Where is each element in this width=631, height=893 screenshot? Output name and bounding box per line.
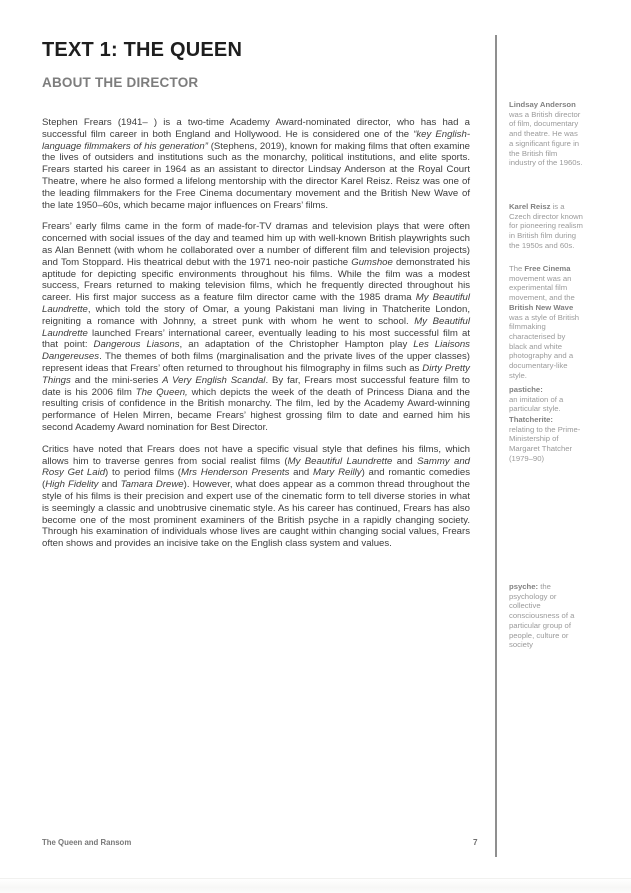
body-paragraph-about-career: Stephen Frears (1941– ) is a two-time Academy Award-nominated director, who has had a successful film career in both England and Hollywood. He is considered one of the “key English-language filmmakers of his generation” (Stephens, 2019), known for making films that often examine the lives of outsiders and institutions such as the monarchy, political institutions, and elite sports. Frears started his career in 1964 as an assistant to director Lindsay Anderson at the Royal Court Theatre, where he also formed a lifelong mentorship with the director Karel Reisz. Reisz was one of the leading filmmakers for the Free Cinema documentary movement and the British New Wave of the late 1950–60s, which became major influences on Frears’ films. — [42, 117, 471, 211]
margin-note-lindsay-anderson: Lindsay Anderson was a British director of film, documentary and theatre. He was a significant figure in the British film industry of the 1960s. — [509, 100, 583, 168]
page-title: TEXT 1: THE QUEEN — [42, 39, 243, 61]
body-paragraph-critics: Critics have noted that Frears does not have a specific visual style that defines his films, which allows him to traverse genres from social realist films (My Beautiful Laundrette and Sammy and Rosy Get Laid) to period films (Mrs Henderson Presents and Mary Reilly) and romantic comedies (High Fidelity and Tamara Drewe). However, what does appear as a common thread throughout the style of his films is their precision and expert use of the cinematic form to tell diverse stories in what is seemingly a classic and unobtrusive cinematic style. As his career has continued, Frears has also become one of the most prominent examiners of the British psyche in a rapidly changing society. Through his examination of individuals whose lives are caught within changing social values, Frears often shows and provides an incisive take on the English class system and values. — [42, 443, 471, 550]
main-text-column — [42, 40, 470, 560]
margin-note-thatcherite: Thatcherite: relating to the Prime-Ministership of Margaret Thatcher (1979–90) — [509, 415, 581, 463]
footer-page-number: 7 — [473, 838, 478, 847]
margin-divider-line — [495, 35, 497, 857]
margin-note-pastiche: pastiche: an imitation of a particular style. — [509, 385, 564, 414]
margin-note-psyche: psyche: the psychology or collective consciousness of a particular group of people, culture or society — [509, 582, 575, 650]
margin-notes-column — [509, 0, 583, 893]
section-heading: ABOUT THE DIRECTOR — [42, 75, 199, 90]
body-paragraph-early-films: Frears’ early films came in the form of made-for-TV dramas and television plays that were often concerned with social issues of the day and teamed him up with well-known British playwrights such as Alan Bennett (with whom he collaborated over a number of different film and television projects) and Tom Stoppard. His theatrical debut with the 1971 neo-noir pastiche Gumshoe demonstrated his aptitude for depicting specific environments throughout his films. While the film was a modest success, Frears returned to making television films, which he frequently directed throughout his career. His first major success as a feature film director came with the 1985 drama My Beautiful Laundrette, which told the story of Omar, a young Pakistani man living in Thatcherite London, reigniting a romance with Johnny, a street punk with whom he went to school. My Beautiful Laundrette launched Frears’ international career, eventually leading to his most successful film at that point: Dangerous Liasons, an adaptation of the Christopher Hampton play Les Liaisons Dangereuses. The themes of both films (marginalisation and the private lives of the upper classes) represent ideas that Frears’ often returned to throughout his filmography in films such as Dirty Pretty Things and the mini-series A Very English Scandal. By far, Frears most successful feature film to date is his 2006 film The Queen, which depicts the week of the death of Princess Diana and the resulting crisis of confidence in the British monarchy. The film, led by the Academy Award-winning performance of Helen Mirren, became Frears’ highest grossing film to date and earned him his second Academy Award nomination for Best Director. — [42, 221, 471, 433]
page-bottom-edge — [0, 878, 631, 893]
footer-book-title: The Queen and Ransom — [42, 838, 132, 847]
margin-note-karel-reisz: Karel Reisz is a Czech director known for pioneering realism in British film during the 1950s and 60s. — [509, 202, 583, 250]
margin-note-free-cinema: The Free Cinema movement was an experimental film movement, and the British New Wave was a style of British filmmaking characterised by black and white photography and a documentary-like style. — [509, 264, 580, 380]
